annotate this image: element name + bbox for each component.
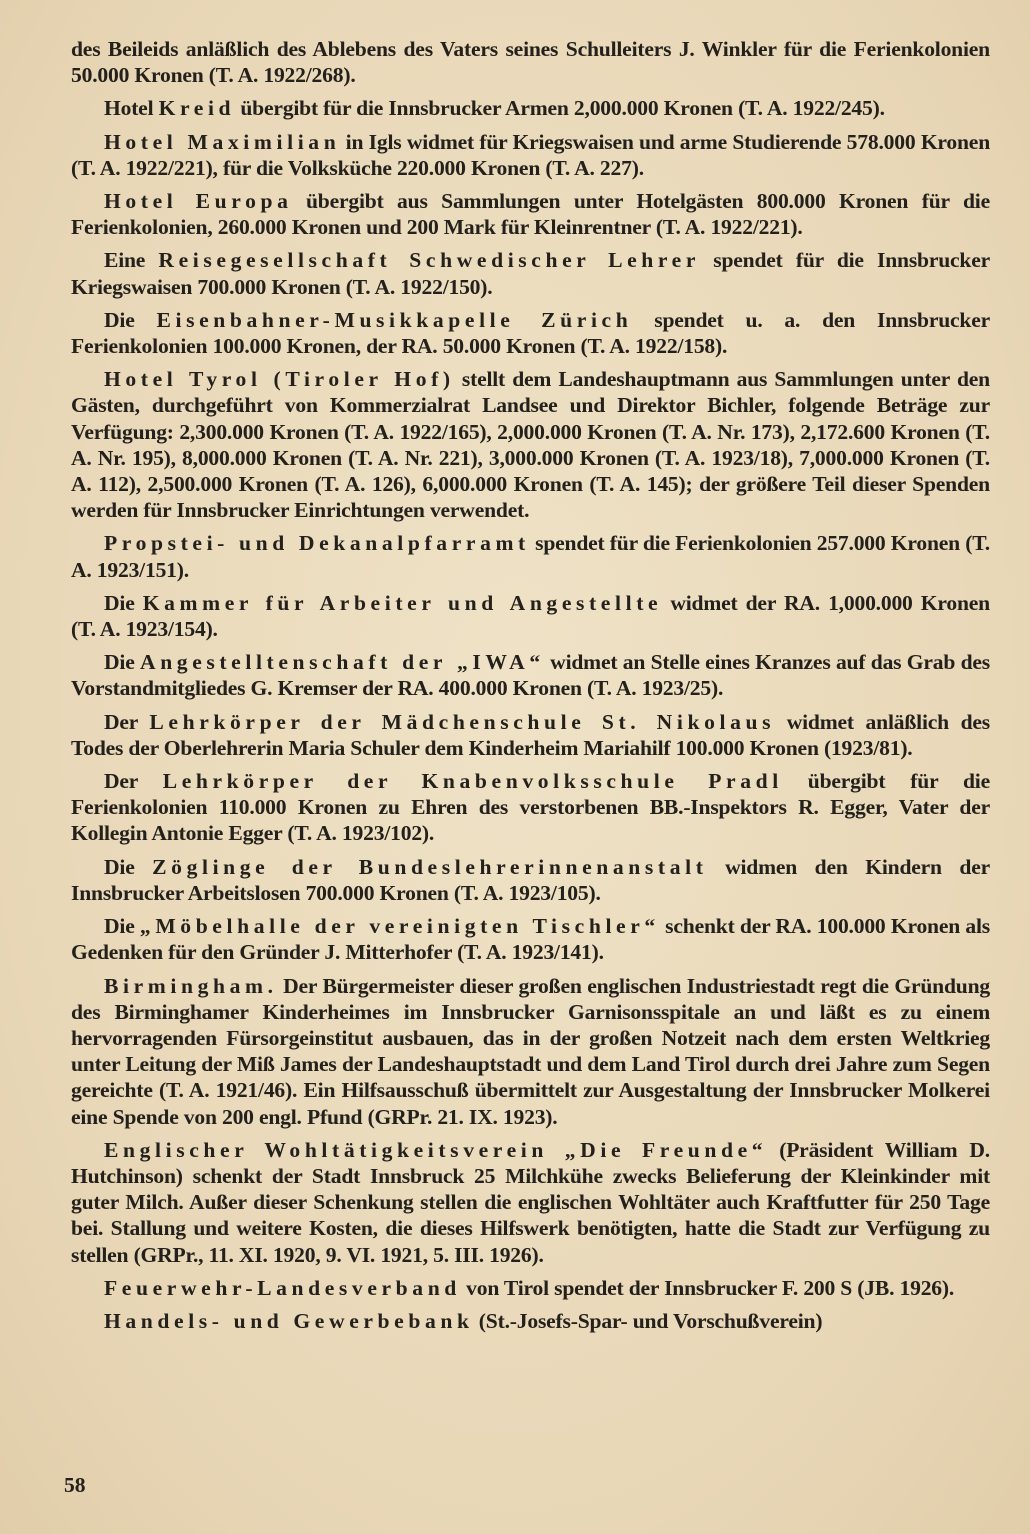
text-run: übergibt für die Ferienkolonien 110.000 Kronen zu Ehren des verstorbenen BB.-Inspektors R. Egger, Vater der Kollegin Antonie Egger (T. A. 1923/102). — [71, 769, 990, 846]
text-body — [71, 36, 990, 1334]
text-run: Die — [104, 854, 153, 879]
paragraph — [71, 709, 990, 761]
paragraph — [71, 366, 990, 523]
spaced-name: Hotel Maximilian — [104, 129, 341, 154]
spaced-name: Lehrkörper der Mädchenschule St. Nikolaus — [149, 709, 776, 734]
spaced-name: Angestelltenschaft der „IWA“ — [140, 650, 545, 675]
spaced-name: Hotel Tyrol (Tiroler Hof) — [104, 367, 455, 392]
text-run: schenkt der RA. 100.000 Kronen als Gedenken für den Gründer J. Mitterhofer (T. A. 1923/141). — [71, 914, 990, 965]
text-run: widmet anläßlich des Todes der Oberlehrerin Maria Schuler dem Kinderheim Mariahilf 100.000 Kronen (1923/81). — [71, 709, 990, 760]
text-run: Der — [104, 709, 150, 734]
text-run: Hotel — [104, 96, 159, 121]
spaced-name: Eisenbahner-Musikkapelle Zürich — [156, 307, 633, 332]
paragraph — [71, 95, 990, 121]
paragraph — [71, 1308, 990, 1334]
spaced-name: „Möbelhalle der vereinigten Tischler“ — [139, 914, 660, 939]
text-run: stellt dem Landeshauptmann aus Sammlungen unter den Gästen, durchgeführt von Kommerzialrat Landsee und Direktor Bichler, folgende Beträge zur Verfügung: 2,300.000 Kronen (T. A. 1922/165), 2,000.000 Kronen (T. A. Nr. 173), 2,172.600 Kronen (T. A. Nr. 195), 8,000.000 Kronen (T. A. Nr. 221), 3,000.000 Kronen (T. A. 1923/18), 7,000.000 Kronen (T. A. 112), 2,500.000 Kronen (T. A. 126), 6,000.000 Kronen (T. A. 145); der größere Teil dieser Spenden werden für Innsbrucker Einrichtungen verwendet. — [71, 367, 990, 523]
spaced-name: Handels- und Gewerbebank — [104, 1308, 474, 1333]
text-run: des Beileids anläßlich des Ablebens des Vaters seines Schulleiters J. Winkler für die Ferienkolonien 50.000 Kronen (T. A. 1922/268). — [71, 37, 990, 88]
text-run: Eine — [104, 248, 159, 273]
paragraph — [71, 854, 990, 906]
paragraph — [71, 913, 990, 965]
spaced-name: Zöglinge der Bundeslehrerinnenanstalt — [152, 854, 708, 879]
text-run: (Präsident William D. Hutchinson) schenkt der Stadt Innsbruck 25 Milchkühe zwecks Belieferung der Kleinkinder mit guter Milch. Außer dieser Schenkung stellen die englischen Wohltäter auch Kraftfutter für 250 Tage bei. Stallung und weitere Kosten, die dieses Hilfswerk benötigten, hatte die Stadt zur Verfügung zu stellen (GRPr., 11. XI. 1920, 9. VI. 1921, 5. III. 1926). — [71, 1137, 990, 1267]
paragraph — [71, 1275, 990, 1301]
text-run: übergibt für die Innsbrucker Armen 2,000.000 Kronen (T. A. 1922/245). — [235, 96, 885, 121]
text-run: in Igls widmet für Kriegswaisen und arme Studierende 578.000 Kronen (T. A. 1922/221), für die Volksküche 220.000 Kronen (T. A. 227). — [71, 129, 991, 180]
spaced-name: Reisegesellschaft Schwedischer Lehrer — [158, 248, 701, 273]
text-run: widmet an Stelle eines Kranzes auf das Grab des Vorstandmitgliedes G. Kremser der RA. 400.000 Kronen (T. A. 1923/25). — [71, 650, 990, 701]
page-number: 58 — [64, 1473, 86, 1497]
paragraph — [71, 530, 990, 582]
text-run: Die — [104, 307, 157, 332]
paragraph — [71, 768, 990, 847]
paragraph — [71, 129, 990, 181]
paragraph — [71, 36, 990, 88]
paragraph — [71, 247, 990, 299]
paragraph — [71, 1137, 990, 1268]
text-run: von Tirol spendet der Innsbrucker F. 200 S (JB. 1926). — [460, 1275, 955, 1300]
text-run: spendet für die Innsbrucker Kriegswaisen 700.000 Kronen (T. A. 1922/150). — [71, 248, 991, 299]
spaced-name: Hotel Europa — [104, 189, 293, 214]
text-run: spendet u. a. den Innsbrucker Ferienkolonien 100.000 Kronen, der RA. 50.000 Kronen (T. A. 1922/158). — [71, 307, 990, 359]
spaced-name: Kammer für Arbeiter und Angestellte — [142, 590, 663, 615]
paragraph — [71, 649, 990, 701]
spaced-name: Kreid — [158, 96, 236, 121]
paragraph — [71, 188, 990, 240]
text-run: Der — [104, 769, 163, 794]
text-run: widmen den Kindern der Innsbrucker Arbeitslosen 700.000 Kronen (T. A. 1923/105). — [71, 854, 991, 905]
text-run: Die — [104, 914, 140, 939]
text-run: (St.-Josefs-Spar- und Vorschußverein) — [473, 1308, 823, 1333]
paragraph — [71, 590, 990, 642]
text-run: Die — [104, 590, 143, 615]
text-run: übergibt aus Sammlungen unter Hotelgästen 800.000 Kronen für die Ferienkolonien, 260.000 Kronen und 200 Mark für Kleinrentner (T. A. 1922/221). — [71, 189, 990, 240]
spaced-name: Englischer Wohltätigkeitsverein „Die Freunde“ — [104, 1137, 768, 1162]
spaced-name: Lehrkörper der Knabenvolksschule Pradl — [162, 769, 783, 794]
text-run: Der Bürgermeister dieser großen englischen Industriestadt regt die Gründung des Birminghamer Kinderheimes im Innsbrucker Garnisonsspitale an und läßt es zu einem hervorragenden Fürsorgeinstitut ausbauen, das in der großen Notzeit nach dem ersten Weltkrieg unter Leitung der Miß James der Landeshauptstadt und dem Land Tirol durch drei Jahre zum Segen gereichte (T. A. 1921/46). Ein Hilfsausschuß übermittelt zur Ausgestaltung der Innsbrucker Molkerei eine Spende von 200 engl. Pfund (GRPr. 21. IX. 1923). — [71, 973, 990, 1129]
text-run: widmet der RA. 1,000.000 Kronen (T. A. 1923/154). — [71, 590, 990, 642]
paragraph — [71, 973, 990, 1130]
text-run: spendet für die Ferienkolonien 257.000 Kronen (T. A. 1923/151). — [71, 531, 991, 582]
paragraph — [71, 307, 990, 359]
spaced-name: Feuerwehr-Landesverband — [104, 1275, 461, 1300]
text-run: Die — [104, 650, 140, 675]
spaced-name: Birmingham. — [104, 973, 278, 998]
spaced-name: Propstei- und Dekanalpfarramt — [104, 531, 530, 556]
